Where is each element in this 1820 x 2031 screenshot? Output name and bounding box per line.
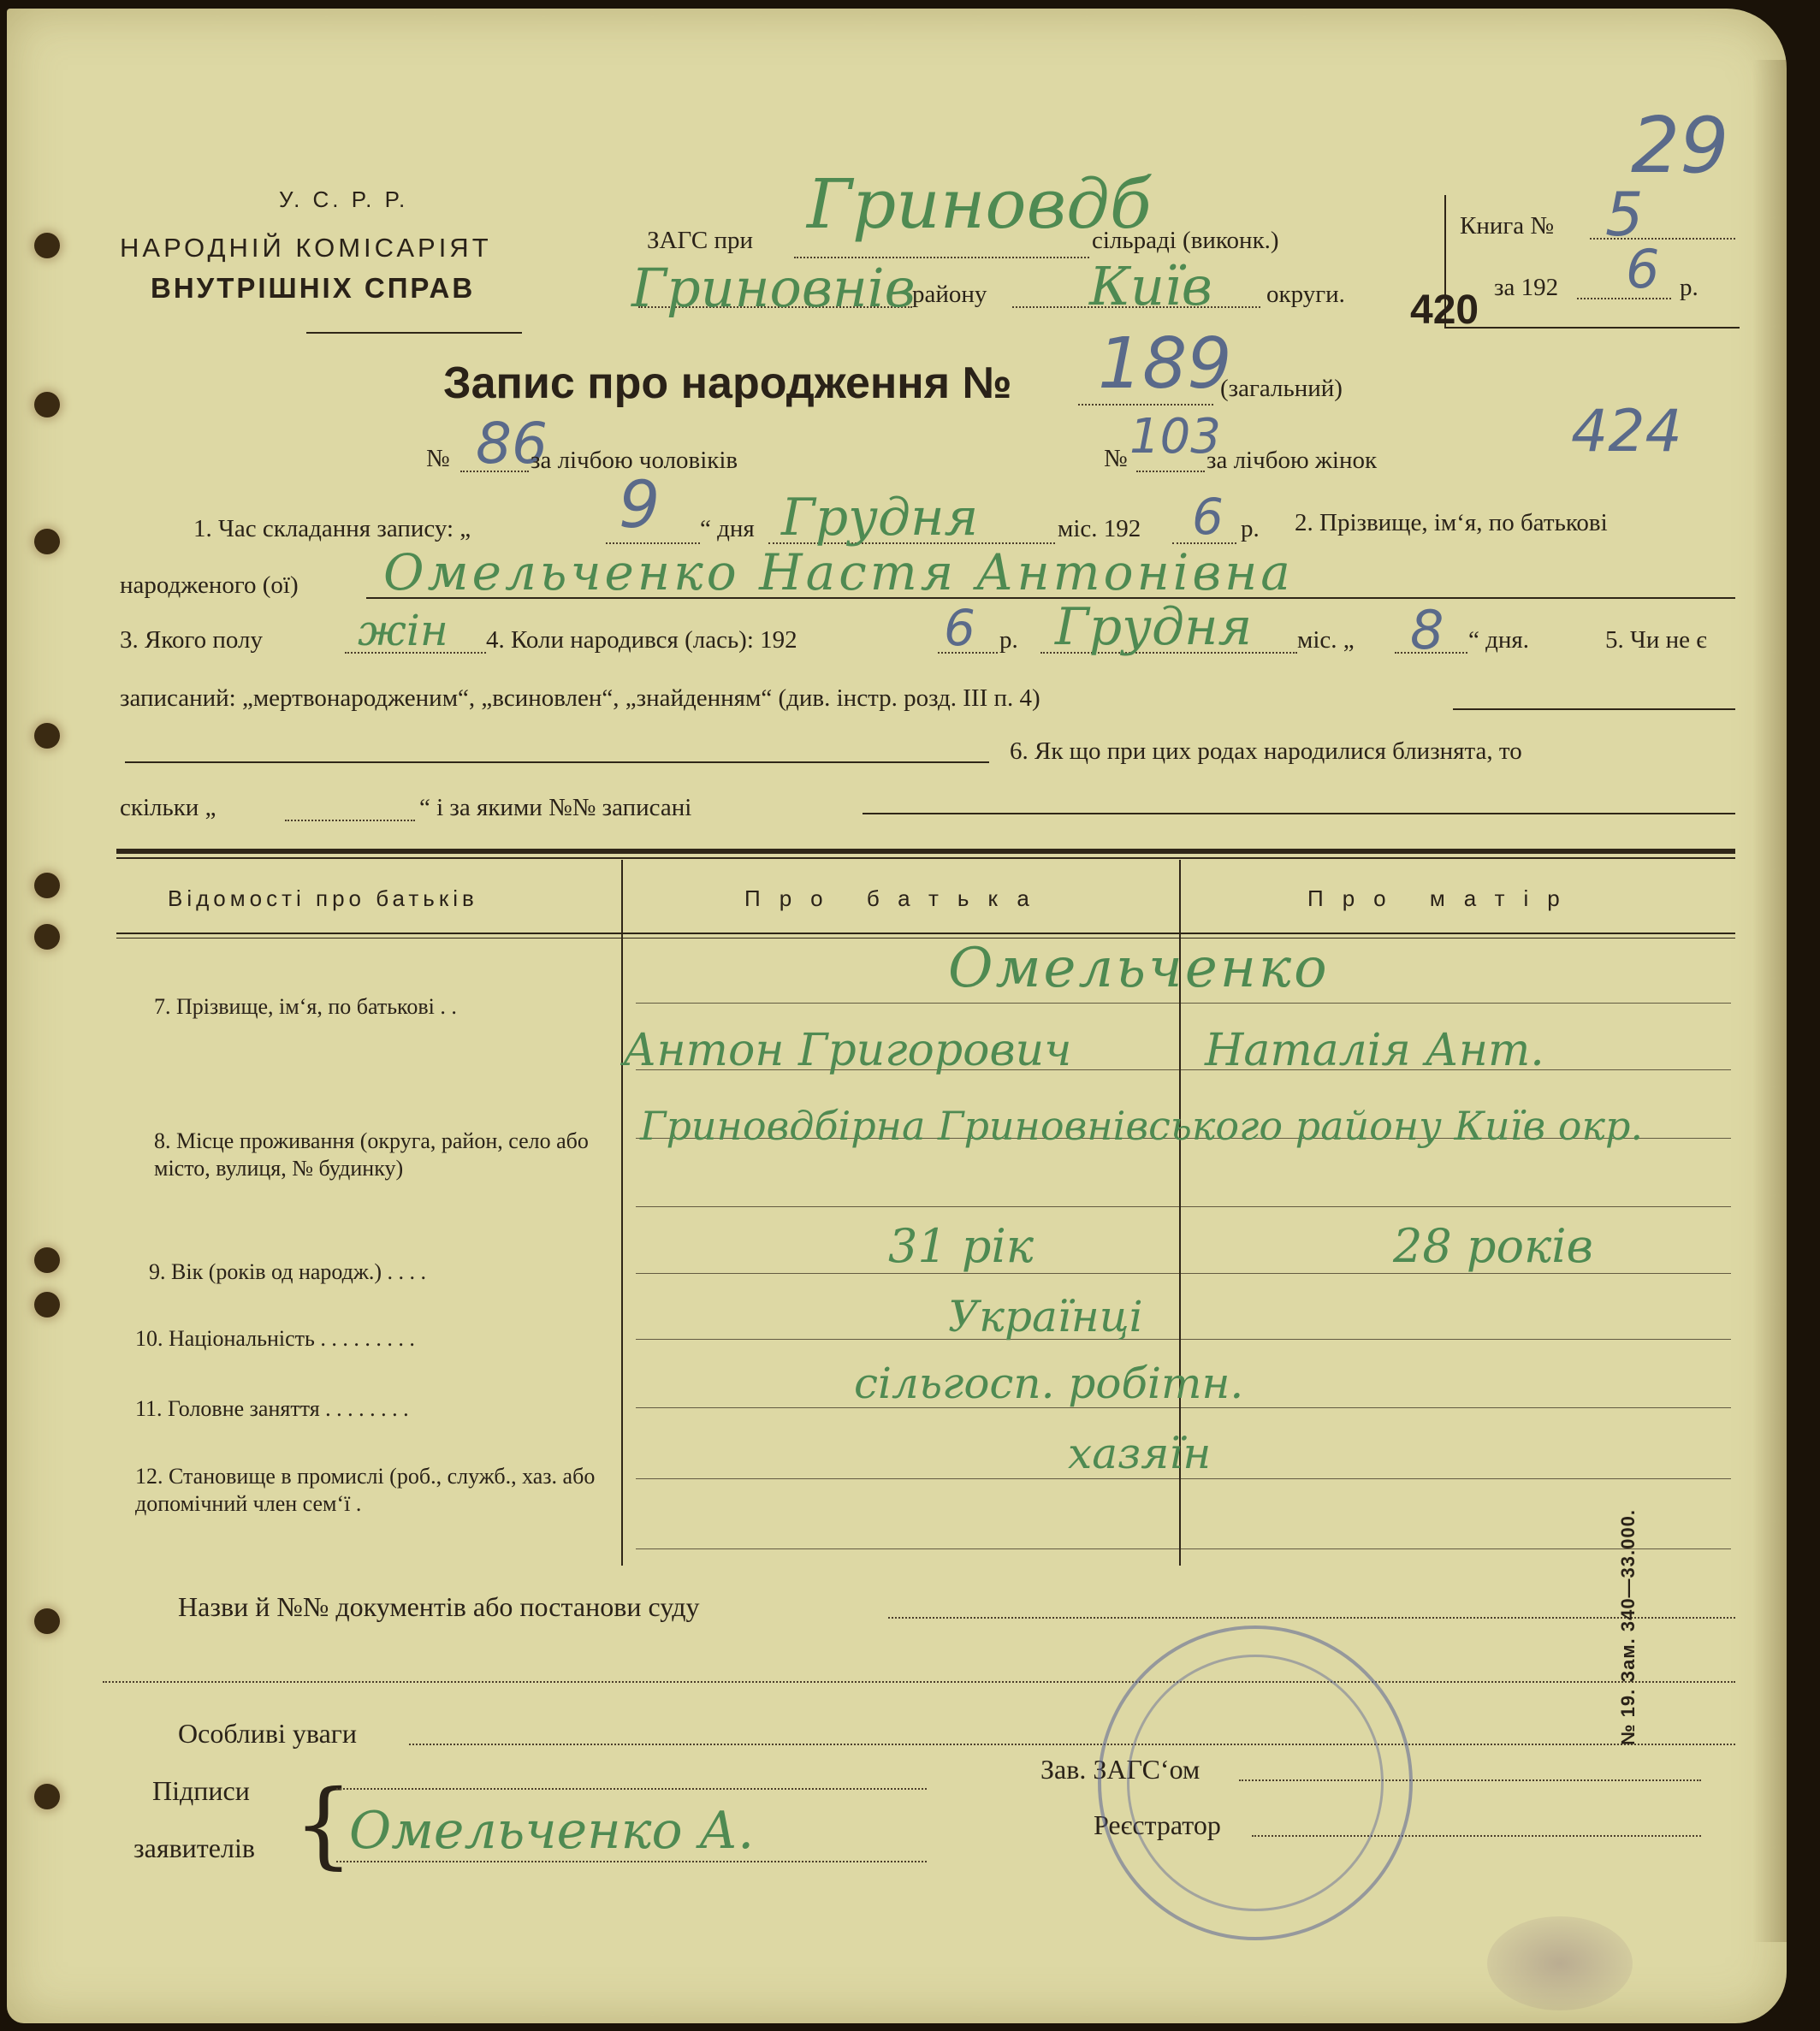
notes-line: [409, 1744, 1735, 1745]
row-12-label: 12. Становище в промислі (роб., служб., хаз. або допомічний член сем‘ї .: [135, 1464, 596, 1516]
row-7-father-handwritten: Антон Григорович: [623, 1025, 1072, 1076]
table-header-col1: Відомості про батьків: [168, 885, 478, 911]
number-424: 424: [1571, 398, 1682, 465]
table-divider-1: [621, 860, 623, 1566]
docs-line: [888, 1617, 1735, 1619]
field-1-month-handwritten: Грудня: [781, 488, 979, 548]
field-4-month-handwritten: Грудня: [1055, 597, 1253, 657]
official-stamp: [1098, 1625, 1413, 1940]
field-4-mis: міс. „: [1297, 626, 1355, 654]
republic-abbrev: У. С. Р. Р.: [279, 187, 409, 212]
row-11-father-handwritten: сільгосп. робітн.: [854, 1359, 1244, 1408]
row-8-father-handwritten: Гриновдбірна Гриновнівського району Київ окр.: [640, 1103, 1644, 1149]
row-line: [636, 1003, 1731, 1004]
field-6-line2a: скільки „: [120, 794, 216, 821]
header-underline: [306, 332, 522, 334]
field-4-day-handwritten: 8: [1410, 599, 1444, 661]
field-5-label: 5. Чи не є: [1605, 626, 1707, 654]
row-11-label: 11. Головне заняття . . . . . . . .: [135, 1396, 409, 1421]
table-header-bottom: [116, 933, 1735, 934]
field-6-leading-line: [125, 761, 989, 763]
signatures-brace: {: [293, 1769, 353, 1879]
docs-line-2: [103, 1681, 1735, 1683]
field-4-label: 4. Коли народився (лась): 192: [486, 626, 797, 654]
year-label: за 192: [1494, 274, 1559, 301]
title-number-handwritten: 189: [1098, 323, 1232, 405]
field-3-handwritten: жін: [358, 606, 448, 655]
row-line: [636, 1206, 1731, 1207]
field-2-name-handwritten: Омельченко Настя Антонівна: [383, 543, 1294, 601]
signature-handwritten: Омельченко А.: [349, 1801, 755, 1861]
signature-line-1: [336, 1788, 927, 1790]
row-line: [636, 1548, 1731, 1549]
book-box-bottom-border: [1444, 327, 1740, 329]
docs-label: Назви й №№ документів або постанови суду: [178, 1591, 700, 1622]
table-top-border-thin: [116, 857, 1735, 859]
signatures-label-1: Підписи: [152, 1775, 250, 1806]
row-9-label: 9. Вік (років од народж.) . . . .: [149, 1259, 427, 1284]
row-line: [636, 1339, 1731, 1340]
field-1-day-suffix: “ дня: [700, 515, 755, 542]
book-label: Книга №: [1460, 212, 1555, 240]
field-1-year-handwritten: 6: [1192, 488, 1224, 546]
row-line: [636, 1478, 1731, 1479]
field-4-r: р.: [999, 626, 1018, 654]
table-top-border-thick: [116, 849, 1735, 854]
table-header-col2: Про батька: [744, 885, 1048, 911]
zags-handwritten: Гриновдб: [807, 164, 1152, 244]
field-6-underline: [863, 813, 1735, 814]
commissariat-line1: НАРОДНІЙ КОМІСАРІЯТ: [120, 233, 492, 263]
top-right-number: 29: [1631, 101, 1729, 191]
zags-label: ЗАГС при: [647, 227, 753, 254]
row-7-mother-handwritten: Наталія Ант.: [1205, 1025, 1544, 1076]
row-7-label: 7. Прізвище, ім‘я, по батькові . .: [154, 994, 457, 1019]
women-count-prefix: №: [1104, 445, 1128, 472]
title-suffix: (загальний): [1220, 375, 1343, 402]
year-suffix: р.: [1680, 274, 1698, 301]
field-6-count-line: [285, 820, 415, 821]
women-count-handwritten: 103: [1129, 409, 1221, 465]
women-count-label: за лічбою жінок: [1206, 447, 1378, 474]
head-zags-label: Зав. ЗАГС‘ом: [1040, 1754, 1200, 1785]
field-6-line2b: “ і за якими №№ записані: [419, 794, 692, 821]
row-12-father-handwritten: хазяїн: [1068, 1429, 1212, 1478]
field-1-label: 1. Час складання запису: „: [193, 515, 471, 542]
ink-stain: [1487, 1916, 1633, 2010]
side-print-number: № 19. Зам. 340—33.000.: [1617, 1509, 1639, 1745]
book-handwritten: 5: [1605, 180, 1644, 250]
field-6-label: 6. Як що при цих родах народилися близнята, то: [1010, 737, 1522, 765]
field-2-label: 2. Прізвище, ім‘я, по батькові: [1295, 509, 1608, 536]
row-7-surname-handwritten: Омельченко: [948, 937, 1330, 1000]
year-handwritten: 6: [1626, 238, 1660, 300]
document-title: Запис про народження №: [443, 358, 1012, 408]
notes-label: Особливі уваги: [178, 1718, 358, 1749]
signatures-label-2: заявителів: [133, 1833, 255, 1863]
row-9-father-handwritten: 31 рік: [888, 1219, 1034, 1273]
okrug-label: округи.: [1266, 281, 1345, 308]
district-label: району: [912, 281, 987, 308]
field-1-r: р.: [1241, 515, 1260, 542]
women-count-line: [1136, 471, 1205, 472]
field-2-line2: народженого (ої): [120, 571, 299, 599]
okrug-handwritten: Київ: [1089, 255, 1212, 317]
men-count-label: за лічбою чоловіків: [531, 447, 738, 474]
field-4-year-handwritten: 6: [944, 599, 975, 657]
signature-line-2: [336, 1861, 927, 1862]
field-3-label: 3. Якого полу: [120, 626, 263, 654]
field-1-day-handwritten: 9: [619, 466, 661, 542]
row-8-label: 8. Місце проживання (округа, район, село або місто, вулиця, № будинку): [154, 1128, 589, 1181]
district-handwritten: Гриновнів: [631, 257, 916, 319]
document-sheet: [7, 9, 1787, 2023]
men-count-handwritten: 86: [476, 411, 548, 477]
field-5-line2: записаний: „мертвонародженим“, „всиновлен“, „знайденням“ (див. інстр. розд. III п. 4): [120, 684, 1040, 712]
row-10-father-handwritten: Українці: [948, 1292, 1143, 1341]
field-4-day-suffix: “ дня.: [1468, 626, 1529, 654]
code-number: 420: [1410, 287, 1479, 333]
row-9-mother-handwritten: 28 років: [1393, 1219, 1593, 1273]
field-1-mis: міс. 192: [1058, 515, 1141, 542]
row-line: [636, 1273, 1731, 1274]
silradi-label: сільраді (виконк.): [1092, 227, 1279, 254]
table-header-bottom-2: [116, 938, 1735, 939]
table-header-col3: Про матір: [1307, 885, 1579, 911]
men-count-prefix: №: [426, 445, 450, 472]
field-5-underline: [1453, 708, 1735, 710]
row-10-label: 10. Національність . . . . . . . . .: [135, 1326, 415, 1351]
commissariat-line2: ВНУТРІШНІХ СПРАВ: [151, 272, 476, 304]
registrar-label: Реєстратор: [1094, 1809, 1221, 1840]
